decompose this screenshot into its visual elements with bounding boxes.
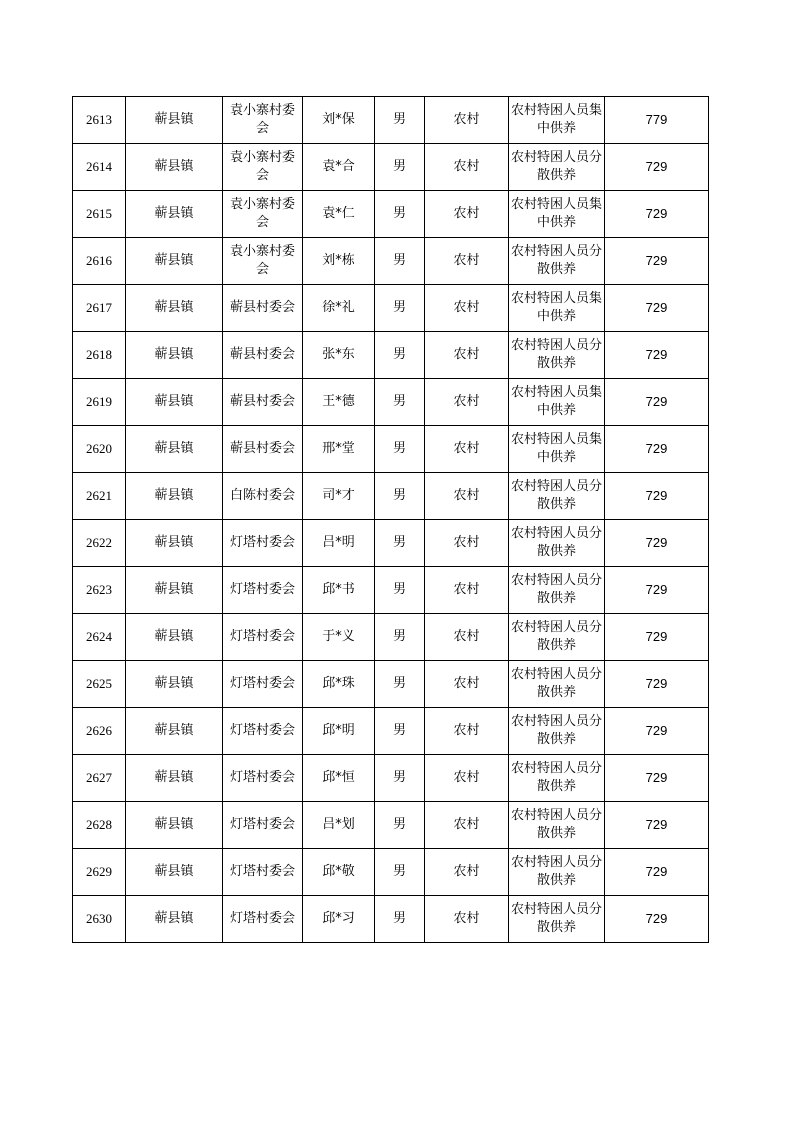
cell-support-category: 农村特困人员分散供养 xyxy=(509,473,605,520)
cell-town: 蕲县镇 xyxy=(126,144,223,191)
cell-gender: 男 xyxy=(375,144,425,191)
table-row xyxy=(73,520,709,567)
cell-serial-number: 2624 xyxy=(73,614,126,661)
cell-town: 蕲县镇 xyxy=(126,285,223,332)
cell-person-name: 刘*保 xyxy=(303,97,375,144)
cell-village: 蕲县村委会 xyxy=(223,379,303,426)
cell-amount: 729 xyxy=(605,285,709,332)
cell-person-name: 邱*明 xyxy=(303,708,375,755)
cell-support-category: 农村特困人员分散供养 xyxy=(509,567,605,614)
cell-village: 灯塔村委会 xyxy=(223,755,303,802)
cell-gender: 男 xyxy=(375,755,425,802)
cell-person-name: 袁*仁 xyxy=(303,191,375,238)
cell-person-name: 司*才 xyxy=(303,473,375,520)
cell-person-name: 袁*合 xyxy=(303,144,375,191)
table-row xyxy=(73,285,709,332)
cell-area-type: 农村 xyxy=(425,332,509,379)
cell-town: 蕲县镇 xyxy=(126,755,223,802)
cell-person-name: 邱*习 xyxy=(303,896,375,943)
cell-gender: 男 xyxy=(375,332,425,379)
cell-support-category: 农村特困人员分散供养 xyxy=(509,802,605,849)
cell-area-type: 农村 xyxy=(425,661,509,708)
cell-person-name: 刘*栋 xyxy=(303,238,375,285)
cell-area-type: 农村 xyxy=(425,708,509,755)
cell-serial-number: 2614 xyxy=(73,144,126,191)
cell-village: 白陈村委会 xyxy=(223,473,303,520)
cell-amount: 729 xyxy=(605,191,709,238)
cell-support-category: 农村特困人员集中供养 xyxy=(509,97,605,144)
cell-town: 蕲县镇 xyxy=(126,97,223,144)
cell-serial-number: 2626 xyxy=(73,708,126,755)
table-row xyxy=(73,144,709,191)
cell-person-name: 王*德 xyxy=(303,379,375,426)
cell-town: 蕲县镇 xyxy=(126,849,223,896)
cell-support-category: 农村特困人员集中供养 xyxy=(509,285,605,332)
cell-support-category: 农村特困人员分散供养 xyxy=(509,614,605,661)
cell-person-name: 吕*划 xyxy=(303,802,375,849)
cell-town: 蕲县镇 xyxy=(126,238,223,285)
cell-village: 灯塔村委会 xyxy=(223,567,303,614)
cell-village: 灯塔村委会 xyxy=(223,520,303,567)
cell-gender: 男 xyxy=(375,520,425,567)
table-row xyxy=(73,708,709,755)
cell-gender: 男 xyxy=(375,708,425,755)
table-row xyxy=(73,567,709,614)
cell-amount: 729 xyxy=(605,426,709,473)
table-row xyxy=(73,97,709,144)
cell-town: 蕲县镇 xyxy=(126,661,223,708)
cell-serial-number: 2621 xyxy=(73,473,126,520)
cell-amount: 729 xyxy=(605,473,709,520)
cell-village: 灯塔村委会 xyxy=(223,802,303,849)
cell-support-category: 农村特困人员集中供养 xyxy=(509,426,605,473)
cell-gender: 男 xyxy=(375,97,425,144)
cell-area-type: 农村 xyxy=(425,97,509,144)
cell-area-type: 农村 xyxy=(425,473,509,520)
cell-person-name: 张*东 xyxy=(303,332,375,379)
cell-area-type: 农村 xyxy=(425,614,509,661)
cell-serial-number: 2619 xyxy=(73,379,126,426)
cell-village: 蕲县村委会 xyxy=(223,285,303,332)
cell-serial-number: 2613 xyxy=(73,97,126,144)
cell-support-category: 农村特困人员集中供养 xyxy=(509,191,605,238)
cell-village: 灯塔村委会 xyxy=(223,896,303,943)
cell-town: 蕲县镇 xyxy=(126,567,223,614)
table-row xyxy=(73,614,709,661)
table-row xyxy=(73,191,709,238)
cell-person-name: 徐*礼 xyxy=(303,285,375,332)
cell-support-category: 农村特困人员分散供养 xyxy=(509,849,605,896)
cell-amount: 729 xyxy=(605,755,709,802)
cell-amount: 729 xyxy=(605,379,709,426)
table-row xyxy=(73,661,709,708)
cell-village: 灯塔村委会 xyxy=(223,614,303,661)
cell-amount: 729 xyxy=(605,144,709,191)
cell-support-category: 农村特困人员分散供养 xyxy=(509,144,605,191)
cell-serial-number: 2615 xyxy=(73,191,126,238)
cell-town: 蕲县镇 xyxy=(126,332,223,379)
cell-serial-number: 2627 xyxy=(73,755,126,802)
cell-support-category: 农村特困人员分散供养 xyxy=(509,661,605,708)
cell-support-category: 农村特困人员分散供养 xyxy=(509,708,605,755)
cell-serial-number: 2623 xyxy=(73,567,126,614)
cell-serial-number: 2629 xyxy=(73,849,126,896)
cell-gender: 男 xyxy=(375,614,425,661)
cell-area-type: 农村 xyxy=(425,285,509,332)
cell-support-category: 农村特困人员分散供养 xyxy=(509,332,605,379)
cell-town: 蕲县镇 xyxy=(126,802,223,849)
table-row xyxy=(73,802,709,849)
cell-gender: 男 xyxy=(375,285,425,332)
cell-person-name: 邱*敬 xyxy=(303,849,375,896)
cell-area-type: 农村 xyxy=(425,896,509,943)
cell-amount: 729 xyxy=(605,520,709,567)
cell-amount: 729 xyxy=(605,896,709,943)
cell-village: 灯塔村委会 xyxy=(223,849,303,896)
cell-amount: 729 xyxy=(605,332,709,379)
cell-town: 蕲县镇 xyxy=(126,708,223,755)
cell-area-type: 农村 xyxy=(425,238,509,285)
cell-amount: 779 xyxy=(605,97,709,144)
cell-area-type: 农村 xyxy=(425,191,509,238)
table-row xyxy=(73,238,709,285)
cell-support-category: 农村特困人员分散供养 xyxy=(509,896,605,943)
cell-support-category: 农村特困人员分散供养 xyxy=(509,238,605,285)
cell-area-type: 农村 xyxy=(425,426,509,473)
cell-amount: 729 xyxy=(605,614,709,661)
cell-person-name: 邱*书 xyxy=(303,567,375,614)
cell-town: 蕲县镇 xyxy=(126,191,223,238)
cell-support-category: 农村特困人员分散供养 xyxy=(509,520,605,567)
cell-town: 蕲县镇 xyxy=(126,896,223,943)
cell-area-type: 农村 xyxy=(425,755,509,802)
cell-village: 灯塔村委会 xyxy=(223,661,303,708)
cell-town: 蕲县镇 xyxy=(126,614,223,661)
table-row xyxy=(73,896,709,943)
cell-person-name: 于*义 xyxy=(303,614,375,661)
cell-gender: 男 xyxy=(375,191,425,238)
table-row xyxy=(73,755,709,802)
cell-person-name: 邱*恒 xyxy=(303,755,375,802)
cell-serial-number: 2630 xyxy=(73,896,126,943)
cell-amount: 729 xyxy=(605,849,709,896)
cell-serial-number: 2622 xyxy=(73,520,126,567)
cell-gender: 男 xyxy=(375,567,425,614)
cell-person-name: 吕*明 xyxy=(303,520,375,567)
table-row xyxy=(73,426,709,473)
cell-area-type: 农村 xyxy=(425,144,509,191)
cell-person-name: 邢*堂 xyxy=(303,426,375,473)
cell-area-type: 农村 xyxy=(425,567,509,614)
cell-area-type: 农村 xyxy=(425,520,509,567)
cell-serial-number: 2628 xyxy=(73,802,126,849)
cell-area-type: 农村 xyxy=(425,849,509,896)
cell-village: 袁小寨村委会 xyxy=(223,238,303,285)
cell-support-category: 农村特困人员集中供养 xyxy=(509,379,605,426)
table-row xyxy=(73,379,709,426)
cell-person-name: 邱*珠 xyxy=(303,661,375,708)
cell-gender: 男 xyxy=(375,473,425,520)
cell-gender: 男 xyxy=(375,238,425,285)
cell-village: 蕲县村委会 xyxy=(223,426,303,473)
cell-area-type: 农村 xyxy=(425,379,509,426)
cell-amount: 729 xyxy=(605,567,709,614)
cell-gender: 男 xyxy=(375,661,425,708)
cell-area-type: 农村 xyxy=(425,802,509,849)
cell-town: 蕲县镇 xyxy=(126,379,223,426)
cell-town: 蕲县镇 xyxy=(126,520,223,567)
cell-gender: 男 xyxy=(375,896,425,943)
cell-village: 袁小寨村委会 xyxy=(223,144,303,191)
cell-serial-number: 2616 xyxy=(73,238,126,285)
cell-support-category: 农村特困人员分散供养 xyxy=(509,755,605,802)
cell-serial-number: 2625 xyxy=(73,661,126,708)
cell-village: 袁小寨村委会 xyxy=(223,191,303,238)
cell-gender: 男 xyxy=(375,802,425,849)
table-row xyxy=(73,849,709,896)
cell-gender: 男 xyxy=(375,379,425,426)
table-row xyxy=(73,332,709,379)
cell-town: 蕲县镇 xyxy=(126,426,223,473)
cell-village: 袁小寨村委会 xyxy=(223,97,303,144)
cell-serial-number: 2618 xyxy=(73,332,126,379)
table-body xyxy=(73,97,709,943)
cell-village: 蕲县村委会 xyxy=(223,332,303,379)
table-row xyxy=(73,473,709,520)
cell-gender: 男 xyxy=(375,426,425,473)
cell-amount: 729 xyxy=(605,238,709,285)
beneficiary-table xyxy=(72,96,709,943)
cell-serial-number: 2620 xyxy=(73,426,126,473)
cell-town: 蕲县镇 xyxy=(126,473,223,520)
cell-serial-number: 2617 xyxy=(73,285,126,332)
cell-amount: 729 xyxy=(605,661,709,708)
cell-village: 灯塔村委会 xyxy=(223,708,303,755)
cell-amount: 729 xyxy=(605,708,709,755)
cell-gender: 男 xyxy=(375,849,425,896)
cell-amount: 729 xyxy=(605,802,709,849)
